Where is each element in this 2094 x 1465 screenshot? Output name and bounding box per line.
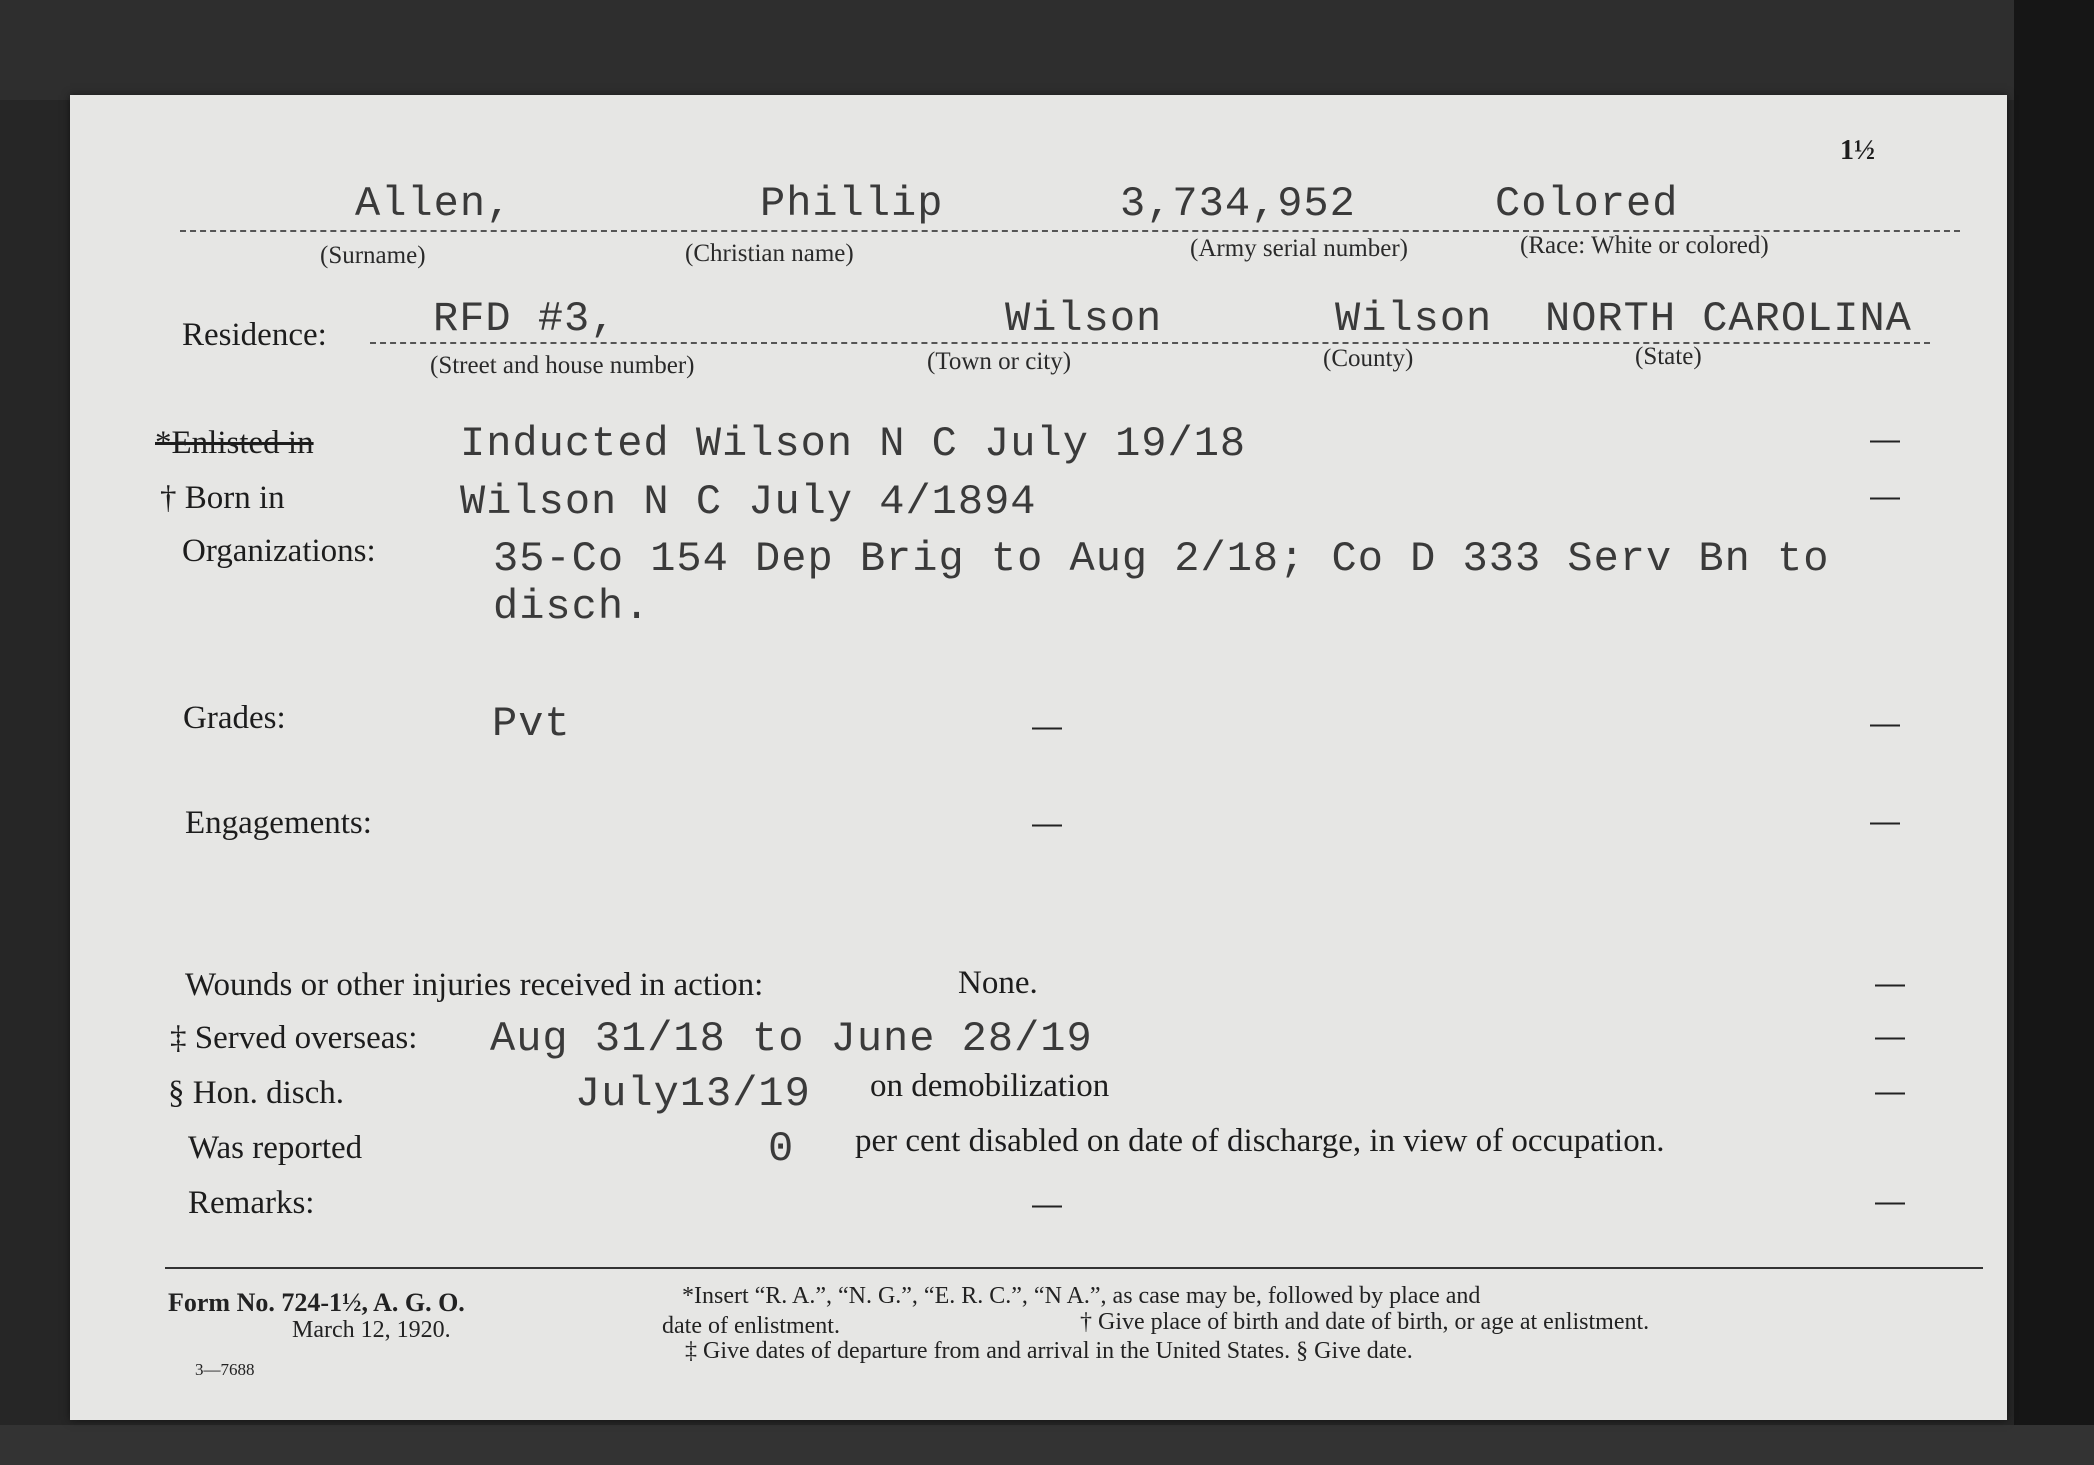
- served-overseas-label: ‡ Served overseas:: [170, 1020, 418, 1056]
- surname-caption: (Surname): [320, 242, 426, 269]
- enlisted-value: Inducted Wilson N C July 19/18: [460, 420, 1247, 468]
- grades-middle-dash: —: [1032, 710, 1062, 743]
- christian-name-caption: (Christian name): [685, 240, 854, 267]
- form-date: March 12, 1920.: [292, 1317, 451, 1343]
- grades-label: Grades:: [183, 700, 286, 736]
- service-record-card: [70, 95, 2007, 1420]
- was-reported-value: 0: [768, 1125, 795, 1173]
- hon-disch-value: July13/19: [575, 1070, 811, 1118]
- organizations-line-1: 35-Co 154 Dep Brig to Aug 2/18; Co D 333 Serv Bn to: [493, 535, 1830, 583]
- residence-town-value: Wilson: [1005, 295, 1163, 343]
- engagements-label: Engagements:: [185, 805, 372, 841]
- residence-street-value: RFD #3,: [433, 295, 617, 343]
- print-code: 3—7688: [195, 1360, 255, 1379]
- footer-rule: [165, 1267, 1983, 1269]
- grades-dash: —: [1870, 707, 1900, 740]
- race-caption: (Race: White or colored): [1520, 232, 1769, 259]
- engagements-middle-dash: —: [1032, 807, 1062, 840]
- residence-label: Residence:: [182, 317, 327, 353]
- scan-background-right: [2014, 0, 2094, 1465]
- hon-disch-label: § Hon. disch.: [168, 1075, 344, 1111]
- serial-number-value: 3,734,952: [1120, 180, 1356, 228]
- remarks-dash: —: [1875, 1185, 1905, 1218]
- hon-disch-dash: —: [1875, 1075, 1905, 1108]
- wounds-label: Wounds or other injuries received in action:: [185, 967, 764, 1003]
- served-overseas-value: Aug 31/18 to June 28/19: [490, 1015, 1093, 1063]
- residence-state-value: NORTH CAROLINA: [1545, 295, 1912, 343]
- served-overseas-dash: —: [1875, 1020, 1905, 1053]
- born-label: † Born in: [160, 480, 285, 516]
- grades-value: Pvt: [492, 700, 571, 748]
- hon-disch-suffix: on demobilization: [870, 1068, 1110, 1104]
- remarks-label: Remarks:: [188, 1185, 315, 1221]
- page-number: 1½: [1840, 135, 1875, 166]
- surname-value: Allen,: [355, 180, 513, 228]
- scan-background-bottom: [0, 1425, 2094, 1465]
- wounds-value: None.: [958, 965, 1038, 1001]
- race-value: Colored: [1495, 180, 1679, 228]
- footnote-enlistment-cont: date of enlistment.: [662, 1313, 840, 1339]
- residence-county-caption: (County): [1323, 345, 1414, 372]
- residence-street-caption: (Street and house number): [430, 352, 695, 379]
- was-reported-label: Was reported: [188, 1130, 363, 1166]
- engagements-dash: —: [1870, 805, 1900, 838]
- born-dash: —: [1870, 480, 1900, 513]
- enlisted-dash: —: [1870, 423, 1900, 456]
- residence-state-caption: (State): [1635, 343, 1702, 370]
- footnote-birth: † Give place of birth and date of birth, or age at enlistment.: [1080, 1309, 1650, 1335]
- serial-number-caption: (Army serial number): [1190, 235, 1408, 262]
- residence-town-caption: (Town or city): [927, 348, 1072, 375]
- organizations-label: Organizations:: [182, 533, 376, 569]
- was-reported-suffix: per cent disabled on date of discharge, in view of occupation.: [855, 1123, 1665, 1159]
- footnote-enlistment: *Insert “R. A.”, “N. G.”, “E. R. C.”, “N A.”, as case may be, followed by place and: [682, 1283, 1481, 1309]
- scan-background-top: [0, 0, 2094, 100]
- remarks-middle-dash: —: [1032, 1188, 1062, 1221]
- enlisted-label: *Enlisted in: [155, 425, 314, 461]
- footnote-overseas: ‡ Give dates of departure from and arrival in the United States. § Give date.: [685, 1338, 1413, 1364]
- residence-county-value: Wilson: [1335, 295, 1493, 343]
- form-number: Form No. 724-1½, A. G. O.: [168, 1288, 465, 1317]
- christian-name-value: Phillip: [760, 180, 944, 228]
- organizations-line-2: disch.: [493, 583, 651, 631]
- born-value: Wilson N C July 4/1894: [460, 478, 1037, 526]
- wounds-dash: —: [1875, 967, 1905, 1000]
